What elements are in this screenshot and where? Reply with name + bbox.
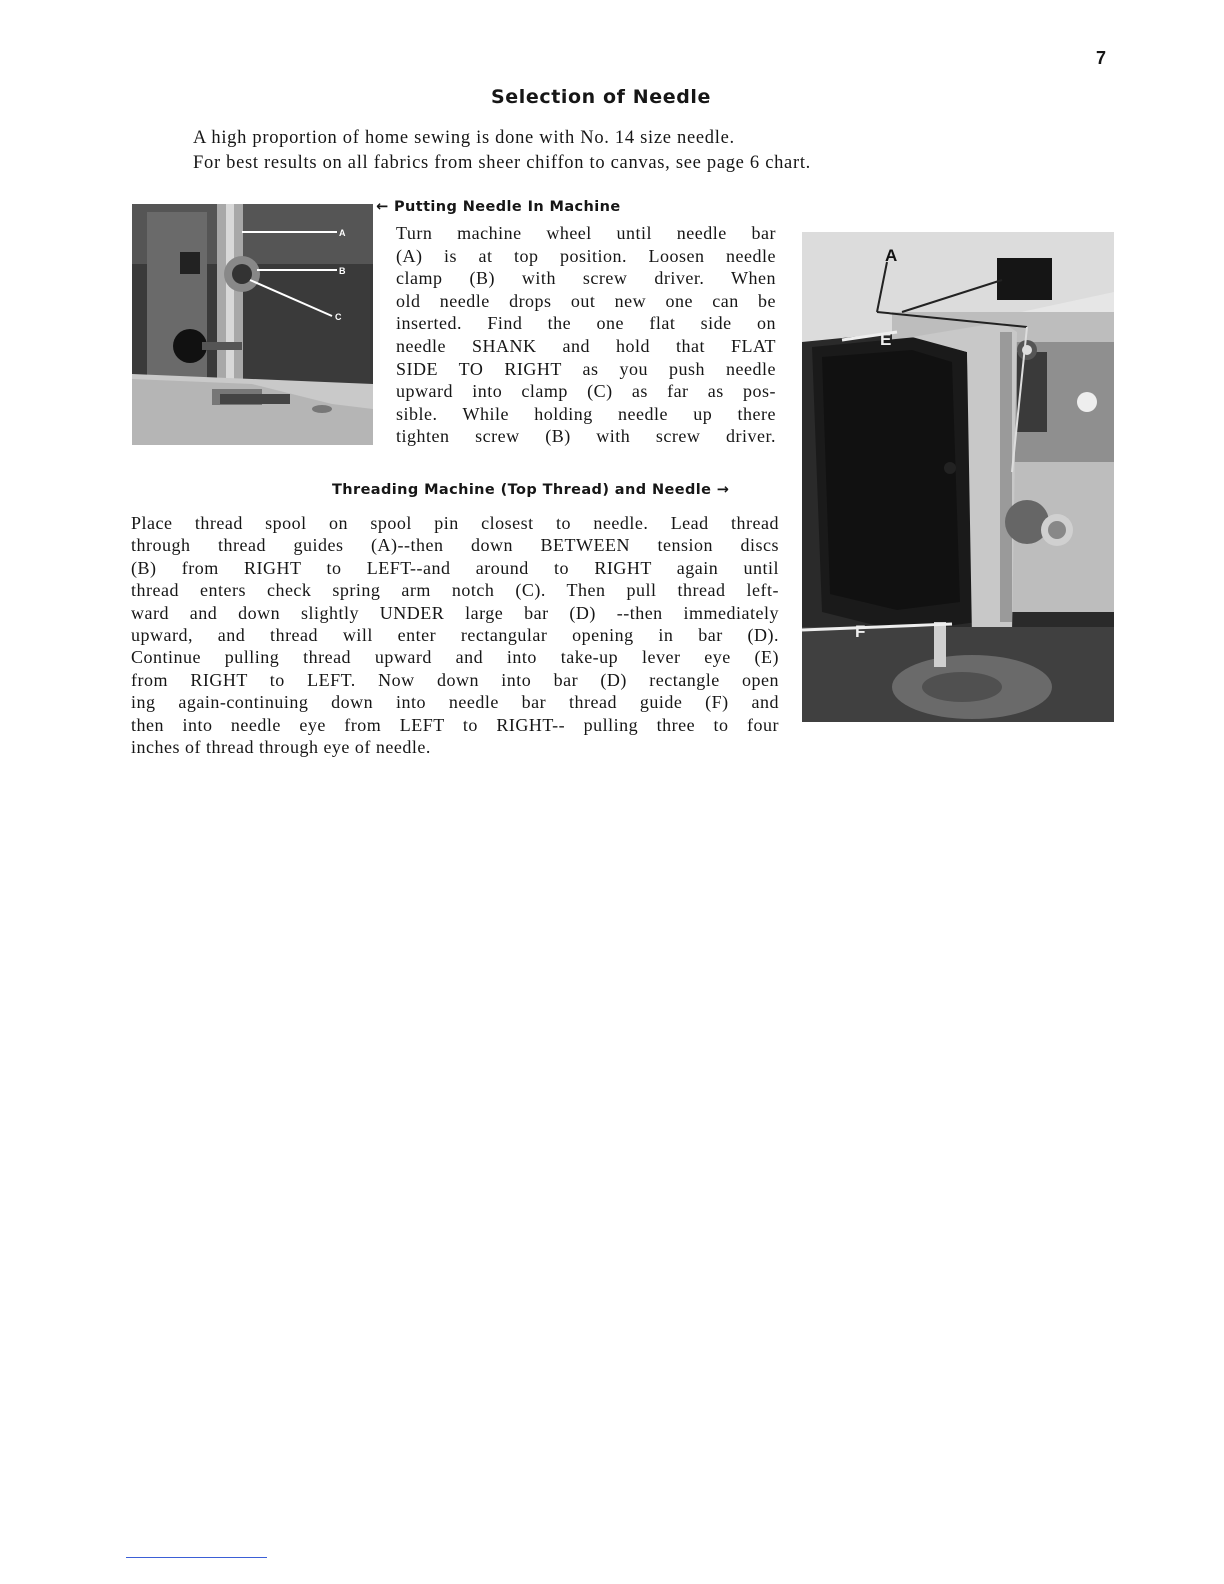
instruction-line: then into needle eye from LEFT to RIGHT-- pulling three to four [131,714,779,735]
svg-text:B: B [339,266,346,276]
instruction-line: Continue pulling thread upward and into take-up lever eye (E) [131,647,779,668]
instruction-line: old needle drops out new one can be [396,290,776,311]
instruction-line: tighten screw (B) with screw driver. [396,426,776,447]
page-title: Selection of Needle [491,86,712,108]
threading-machine-photo [802,232,1114,722]
page-number: 7 [1096,48,1107,68]
instruction-line: Place thread spool on spool pin closest to needle. Lead thread [131,513,779,533]
intro-line: For best results on all fabrics from sheer chiffon to canvas, see page 6 chart. [193,153,811,173]
instruction-line: ward and down slightly UNDER large bar (D) --then immediately [131,602,779,623]
needle-closeup-photo [132,204,373,445]
instruction-line: thread enters check spring arm notch (C). Then pull thread left- [131,580,779,601]
instruction-line: clamp (B) with screw driver. When [396,268,776,289]
instruction-line: needle SHANK and hold that FLAT [396,335,776,356]
instruction-line: (A) is at top position. Loosen needle [396,245,776,266]
instruction-line: inches of thread through eye of needle. [131,737,431,758]
putting-needle-instructions [396,222,776,448]
instruction-line: SIDE TO RIGHT as you push needle [396,358,776,379]
threading-instructions [131,512,779,758]
svg-text:A: A [339,228,346,238]
instruction-line: from RIGHT to LEFT. Now down into bar (D) rectangle open [131,669,779,690]
threading-heading: Threading Machine (Top Thread) and Needle → [332,482,730,498]
instruction-line: Turn machine wheel until needle bar [396,223,776,243]
instruction-line: through thread guides (A)--then down BETWEEN tension discs [131,535,779,556]
figure-label-a: A [885,246,898,265]
instruction-line: ing again-continuing down into needle bar thread guide (F) and [131,692,779,713]
instruction-line: sible. While holding needle up there [396,403,776,424]
figure-label-e: E [880,330,892,349]
intro-paragraph [193,126,1013,176]
instruction-line: inserted. Find the one flat side on [396,313,776,334]
instruction-line: (B) from RIGHT to LEFT--and around to RIGHT again until [131,557,779,578]
instruction-line: upward into clamp (C) as far as pos- [396,381,776,402]
instruction-line: upward, and thread will enter rectangular opening in bar (D). [131,625,779,646]
putting-needle-heading: ← Putting Needle In Machine [376,199,621,215]
svg-text:C: C [335,312,342,322]
intro-line: A high proportion of home sewing is done with No. 14 size needle. [193,128,735,148]
figure-label-f: F [855,622,866,641]
footnote-divider [126,1557,267,1558]
